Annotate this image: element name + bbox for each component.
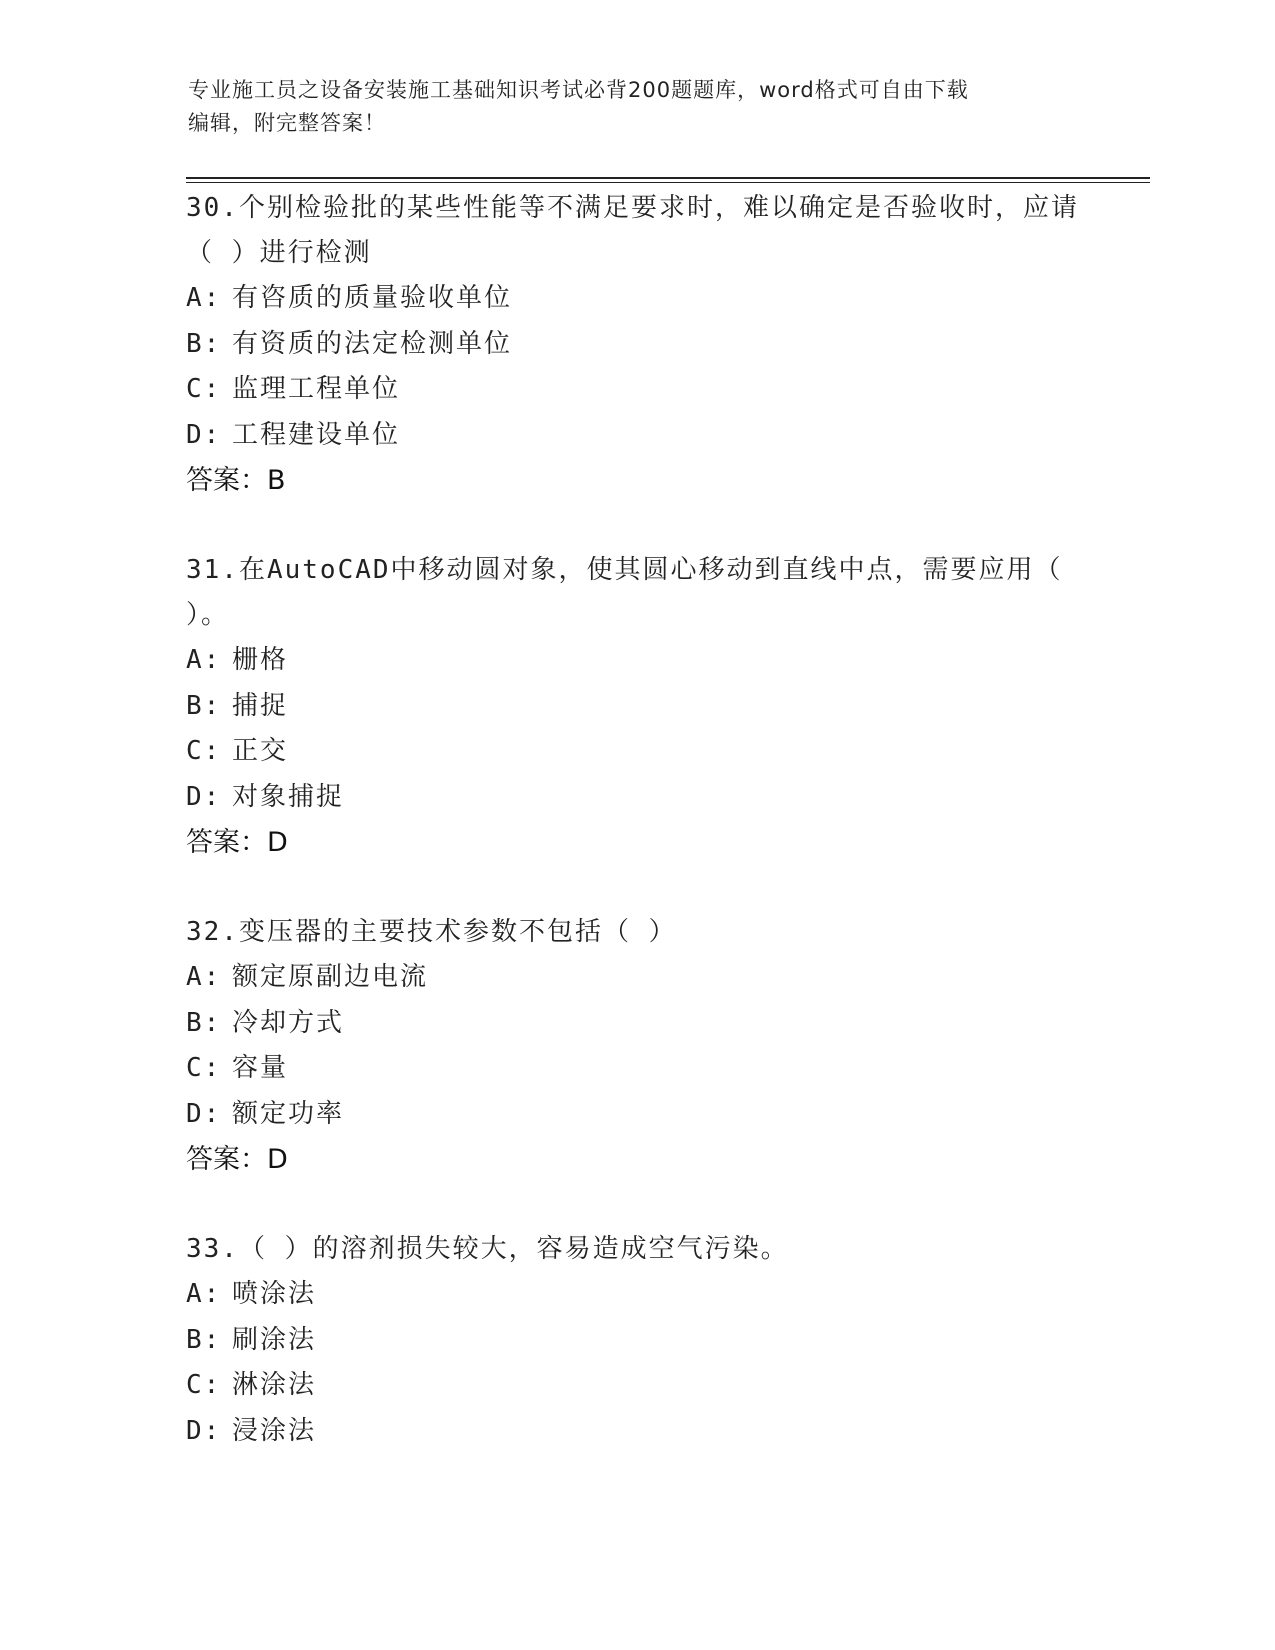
option-letter: C:	[186, 1053, 222, 1083]
option-text: 喷涂法	[232, 1279, 317, 1309]
option-text: 额定功率	[232, 1098, 345, 1129]
option-letter: A:	[186, 645, 222, 675]
option-d	[186, 1092, 1106, 1138]
option-c	[186, 1363, 1106, 1409]
option-text: 冷却方式	[232, 1007, 345, 1038]
option-letter: B:	[186, 328, 222, 359]
option-letter: D:	[186, 419, 222, 450]
option-text: 正交	[232, 736, 289, 766]
option-text: 淋涂法	[232, 1370, 317, 1400]
question-32	[186, 910, 1106, 1182]
option-text: 捕捉	[232, 690, 289, 721]
option-letter: C:	[186, 736, 222, 766]
option-letter: C:	[186, 374, 222, 404]
header-divider-thick	[186, 177, 1150, 179]
option-text: 刷涂法	[232, 1324, 317, 1355]
option-text: 对象捕捉	[232, 781, 345, 812]
option-d	[186, 413, 1106, 459]
option-d	[186, 1409, 1106, 1455]
option-letter: D:	[186, 1415, 222, 1446]
option-d	[186, 775, 1106, 821]
option-b	[186, 1001, 1106, 1047]
document-header	[188, 74, 1088, 140]
header-line-2: 编辑，附完整答案！	[188, 111, 386, 135]
option-text: 浸涂法	[232, 1415, 317, 1446]
option-text: 有咨质的质量验收单位	[232, 283, 513, 313]
option-text: 监理工程单位	[232, 374, 401, 404]
option-letter: B:	[186, 1324, 222, 1355]
question-stem: 33.（ ）的溶剂损失较大，容易造成空气污染。	[186, 1234, 789, 1264]
question-stem: 31.在AutoCAD中移动圆对象，使其圆心移动到直线中点，需要应用（ ）。	[186, 555, 1081, 630]
answer-line: 答案：D	[186, 1144, 288, 1175]
option-text: 容量	[232, 1053, 289, 1083]
answer-line: 答案：B	[186, 465, 286, 496]
option-text: 额定原副边电流	[232, 962, 429, 992]
option-text: 工程建设单位	[232, 419, 401, 450]
option-letter: C:	[186, 1370, 222, 1400]
question-stem: 32.变压器的主要技术参数不包括（ ）	[186, 917, 677, 947]
header-divider-thin	[186, 182, 1150, 183]
option-letter: A:	[186, 1279, 222, 1309]
option-b	[186, 684, 1106, 730]
option-a	[186, 638, 1106, 684]
option-letter: A:	[186, 962, 222, 992]
option-text: 栅格	[232, 645, 289, 675]
option-c	[186, 729, 1106, 775]
option-letter: B:	[186, 1007, 222, 1038]
option-c	[186, 367, 1106, 413]
option-letter: B:	[186, 690, 222, 721]
option-b	[186, 1318, 1106, 1364]
header-line-1: 专业施工员之设备安装施工基础知识考试必背200题题库，word格式可自由下载	[188, 78, 969, 102]
question-31	[186, 548, 1106, 865]
question-stem: 30.个别检验批的某些性能等不满足要求时，难以确定是否验收时，应请（ ）进行检测	[186, 193, 1079, 268]
option-letter: D:	[186, 1098, 222, 1129]
question-30	[186, 186, 1106, 503]
question-list	[186, 186, 1106, 1499]
option-a	[186, 276, 1106, 322]
question-33	[186, 1227, 1106, 1454]
option-a	[186, 955, 1106, 1001]
option-b	[186, 322, 1106, 368]
option-letter: D:	[186, 781, 222, 812]
answer-line: 答案：D	[186, 827, 288, 858]
option-letter: A:	[186, 283, 222, 313]
option-a	[186, 1272, 1106, 1318]
option-text: 有资质的法定检测单位	[232, 328, 513, 359]
option-c	[186, 1046, 1106, 1092]
